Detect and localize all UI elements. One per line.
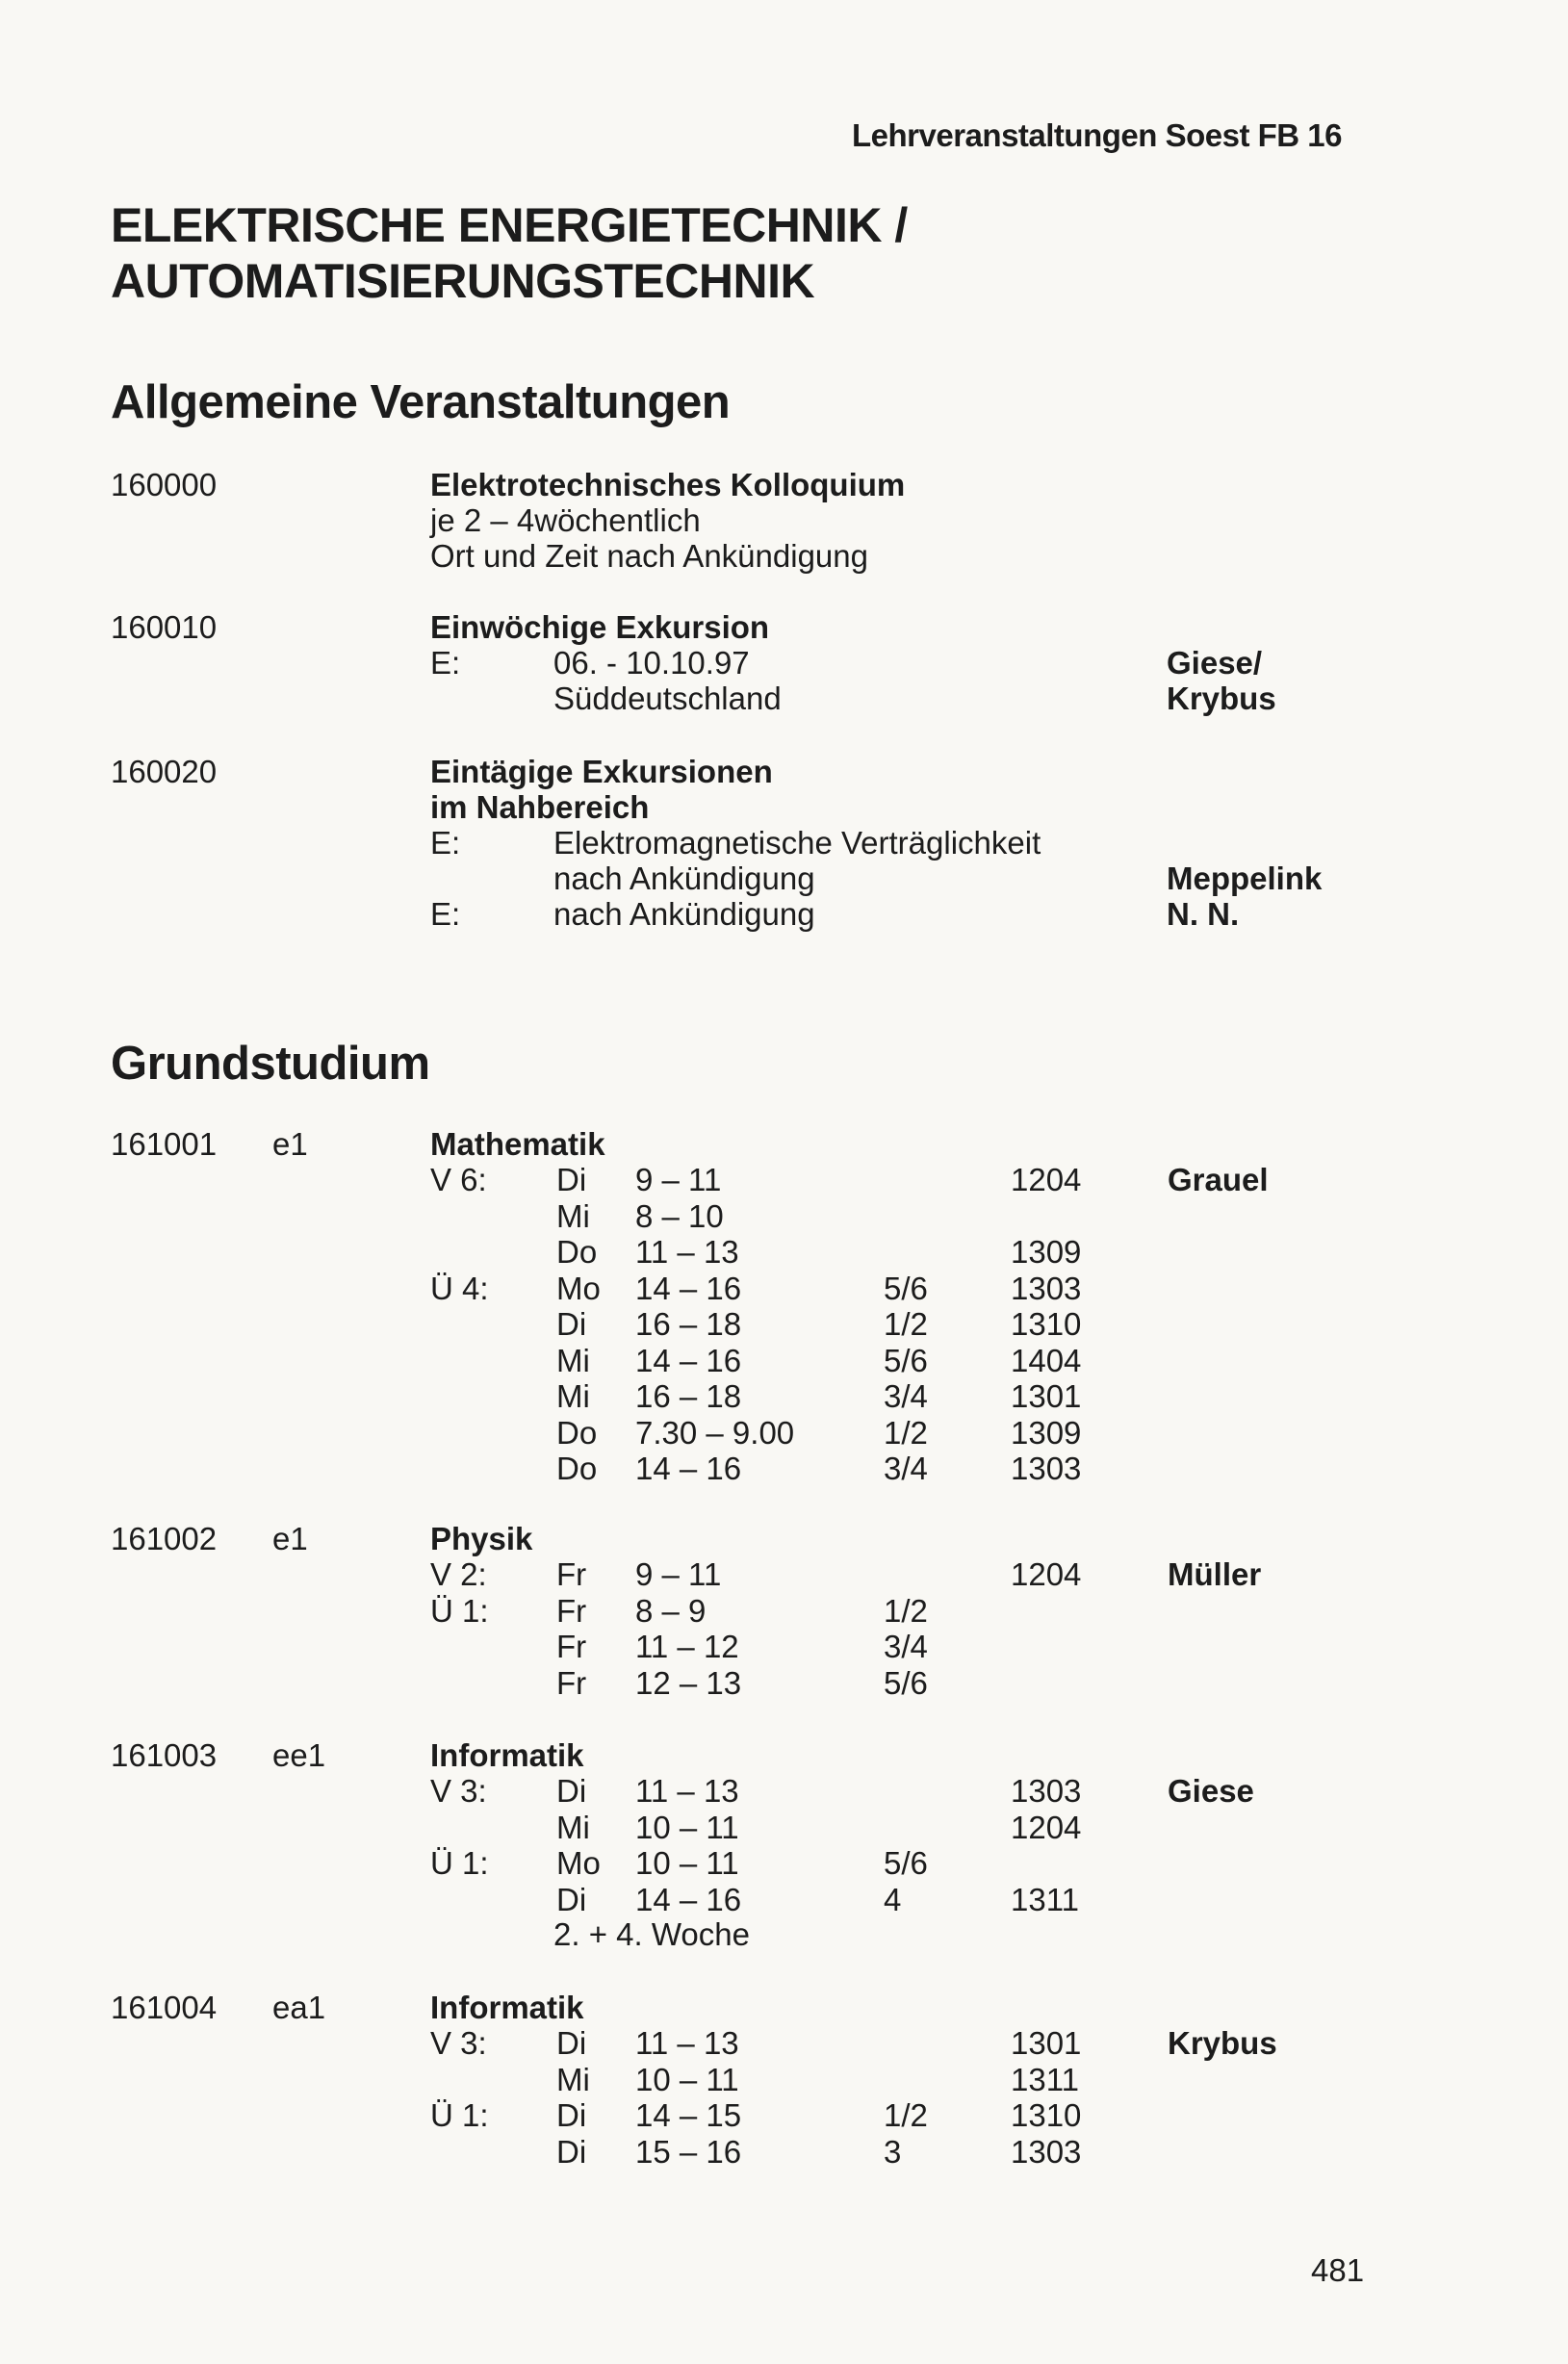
schedule-group: 4 — [884, 1882, 902, 1917]
schedule-day: Mi — [556, 1378, 590, 1414]
schedule-room: 1303 — [1011, 1451, 1082, 1486]
schedule-day: Di — [556, 1882, 587, 1917]
schedule-type: V 2: — [430, 1556, 487, 1592]
schedule-time: 10 – 11 — [635, 1845, 739, 1881]
schedule-day: Fr — [556, 1593, 587, 1629]
running-head: Lehrveranstaltungen Soest FB 16 — [852, 117, 1342, 153]
schedule-group: 1/2 — [884, 1415, 928, 1451]
lecturer-161003: Giese — [1168, 1773, 1254, 1809]
schedule-room: 1204 — [1011, 1162, 1082, 1197]
course-title-160010: Einwöchige Exkursion — [430, 609, 770, 645]
schedule-type: Ü 1: — [430, 1593, 489, 1629]
excursion-topic: Elektromagnetische Verträglichkeit — [553, 825, 1041, 861]
schedule-group: 5/6 — [884, 1665, 928, 1701]
schedule-group: 1/2 — [884, 1593, 928, 1629]
course-title-161002: Physik — [430, 1521, 533, 1556]
course-code-161004: ea1 — [272, 1990, 326, 2025]
schedule-room: 1204 — [1011, 1810, 1082, 1845]
schedule-type: Ü 4: — [430, 1271, 489, 1306]
schedule-time: 10 – 11 — [635, 1810, 739, 1845]
schedule-time: 8 – 9 — [635, 1593, 707, 1629]
schedule-room: 1303 — [1011, 1773, 1082, 1809]
schedule-group: 5/6 — [884, 1271, 928, 1306]
schedule-time: 11 – 13 — [635, 2025, 739, 2061]
schedule-room: 1310 — [1011, 1306, 1082, 1342]
excursion-place: Süddeutschland — [553, 681, 782, 716]
course-info-160000-line-1: je 2 – 4wöchentlich — [430, 502, 701, 538]
schedule-time: 11 – 13 — [635, 1234, 739, 1270]
lecturer-161004: Krybus — [1168, 2025, 1277, 2061]
course-title-161004: Informatik — [430, 1990, 584, 2025]
schedule-time: 14 – 16 — [635, 1343, 742, 1378]
schedule-day: Di — [556, 1773, 587, 1809]
section-heading-grundstudium: Grundstudium — [111, 1038, 430, 1090]
section-heading-allgemein: Allgemeine Veranstaltungen — [111, 376, 731, 428]
schedule-time: 14 – 16 — [635, 1271, 742, 1306]
lecturer-160020-1: Meppelink — [1167, 861, 1323, 896]
schedule-day: Mi — [556, 1198, 590, 1234]
page-title-line-2: AUTOMATISIERUNGSTECHNIK — [111, 254, 815, 308]
lecturer-160010-line-1: Giese/ — [1167, 645, 1263, 681]
course-title-160000: Elektrotechnisches Kolloquium — [430, 467, 906, 502]
schedule-day: Mo — [556, 1271, 601, 1306]
schedule-group: 5/6 — [884, 1845, 928, 1881]
course-number-161001: 161001 — [111, 1126, 218, 1162]
excursion-schedule: nach Ankündigung — [553, 861, 815, 896]
schedule-day: Di — [556, 2097, 587, 2133]
schedule-time: 11 – 12 — [635, 1629, 739, 1664]
page-title — [111, 197, 908, 309]
course-number-161004: 161004 — [111, 1990, 218, 2025]
schedule-time: 14 – 16 — [635, 1451, 742, 1486]
schedule-type: Ü 1: — [430, 1845, 489, 1881]
schedule-room: 1204 — [1011, 1556, 1082, 1592]
schedule-day: Di — [556, 2134, 587, 2170]
course-number-161003: 161003 — [111, 1737, 218, 1773]
schedule-type: Ü 1: — [430, 2097, 489, 2133]
schedule-day: Mi — [556, 2062, 590, 2097]
schedule-group: 3/4 — [884, 1451, 928, 1486]
lecturer-160020-2: N. N. — [1167, 896, 1240, 932]
course-info-160000-line-2: Ort und Zeit nach Ankündigung — [430, 538, 868, 574]
schedule-group: 1/2 — [884, 1306, 928, 1342]
schedule-group: 3 — [884, 2134, 902, 2170]
schedule-day: Fr — [556, 1665, 587, 1701]
schedule-type: V 6: — [430, 1162, 487, 1197]
course-number-161002: 161002 — [111, 1521, 218, 1556]
schedule-day: Mi — [556, 1810, 590, 1845]
schedule-time: 16 – 18 — [635, 1378, 742, 1414]
event-type-label: E: — [430, 825, 461, 861]
schedule-time: 14 – 15 — [635, 2097, 742, 2133]
event-type-label: E: — [430, 896, 461, 932]
schedule-time: 10 – 11 — [635, 2062, 739, 2097]
schedule-day: Mi — [556, 1343, 590, 1378]
schedule-day: Di — [556, 2025, 587, 2061]
course-code-161002: e1 — [272, 1521, 308, 1556]
course-number-160020: 160020 — [111, 754, 218, 789]
schedule-time: 12 – 13 — [635, 1665, 742, 1701]
schedule-day: Do — [556, 1234, 598, 1270]
schedule-time: 8 – 10 — [635, 1198, 724, 1234]
schedule-group: 3/4 — [884, 1378, 928, 1414]
schedule-room: 1301 — [1011, 1378, 1082, 1414]
schedule-time: 9 – 11 — [635, 1556, 722, 1592]
schedule-room: 1303 — [1011, 2134, 1082, 2170]
page-title-line-1: ELEKTRISCHE ENERGIETECHNIK / — [111, 198, 908, 252]
lecturer-161001: Grauel — [1168, 1162, 1269, 1197]
course-title-160020-line-2: im Nahbereich — [430, 789, 650, 825]
schedule-day: Fr — [556, 1556, 587, 1592]
course-title-161001: Mathematik — [430, 1126, 605, 1162]
schedule-day: Do — [556, 1415, 598, 1451]
schedule-room: 1311 — [1011, 1882, 1079, 1917]
course-code-161001: e1 — [272, 1126, 308, 1162]
schedule-day: Di — [556, 1162, 587, 1197]
schedule-room: 1309 — [1011, 1234, 1082, 1270]
schedule-note-161003: 2. + 4. Woche — [553, 1916, 750, 1952]
course-title-161003: Informatik — [430, 1737, 584, 1773]
schedule-time: 14 – 16 — [635, 1882, 742, 1917]
schedule-type: V 3: — [430, 1773, 487, 1809]
schedule-day: Do — [556, 1451, 598, 1486]
schedule-group: 5/6 — [884, 1343, 928, 1378]
schedule-time: 9 – 11 — [635, 1162, 722, 1197]
course-number-160010: 160010 — [111, 609, 218, 645]
schedule-room: 1301 — [1011, 2025, 1082, 2061]
schedule-room: 1310 — [1011, 2097, 1082, 2133]
schedule-day: Fr — [556, 1629, 587, 1664]
course-title-160020-line-1: Eintägige Exkursionen — [430, 754, 773, 789]
course-code-161003: ee1 — [272, 1737, 326, 1773]
schedule-room: 1404 — [1011, 1343, 1082, 1378]
schedule-room: 1309 — [1011, 1415, 1082, 1451]
schedule-group: 3/4 — [884, 1629, 928, 1664]
schedule-day: Mo — [556, 1845, 601, 1881]
schedule-time: 16 – 18 — [635, 1306, 742, 1342]
lecturer-161002: Müller — [1168, 1556, 1262, 1592]
course-number-160000: 160000 — [111, 467, 218, 502]
schedule-day: Di — [556, 1306, 587, 1342]
excursion-schedule: nach Ankündigung — [553, 896, 815, 932]
schedule-time: 11 – 13 — [635, 1773, 739, 1809]
page-number: 481 — [1311, 2252, 1365, 2288]
excursion-dates: 06. - 10.10.97 — [553, 645, 750, 681]
schedule-room: 1303 — [1011, 1271, 1082, 1306]
schedule-type: V 3: — [430, 2025, 487, 2061]
schedule-time: 15 – 16 — [635, 2134, 742, 2170]
schedule-room: 1311 — [1011, 2062, 1079, 2097]
lecturer-160010-line-2: Krybus — [1167, 681, 1276, 716]
schedule-group: 1/2 — [884, 2097, 928, 2133]
schedule-time: 7.30 – 9.00 — [635, 1415, 795, 1451]
event-type-label: E: — [430, 645, 461, 681]
